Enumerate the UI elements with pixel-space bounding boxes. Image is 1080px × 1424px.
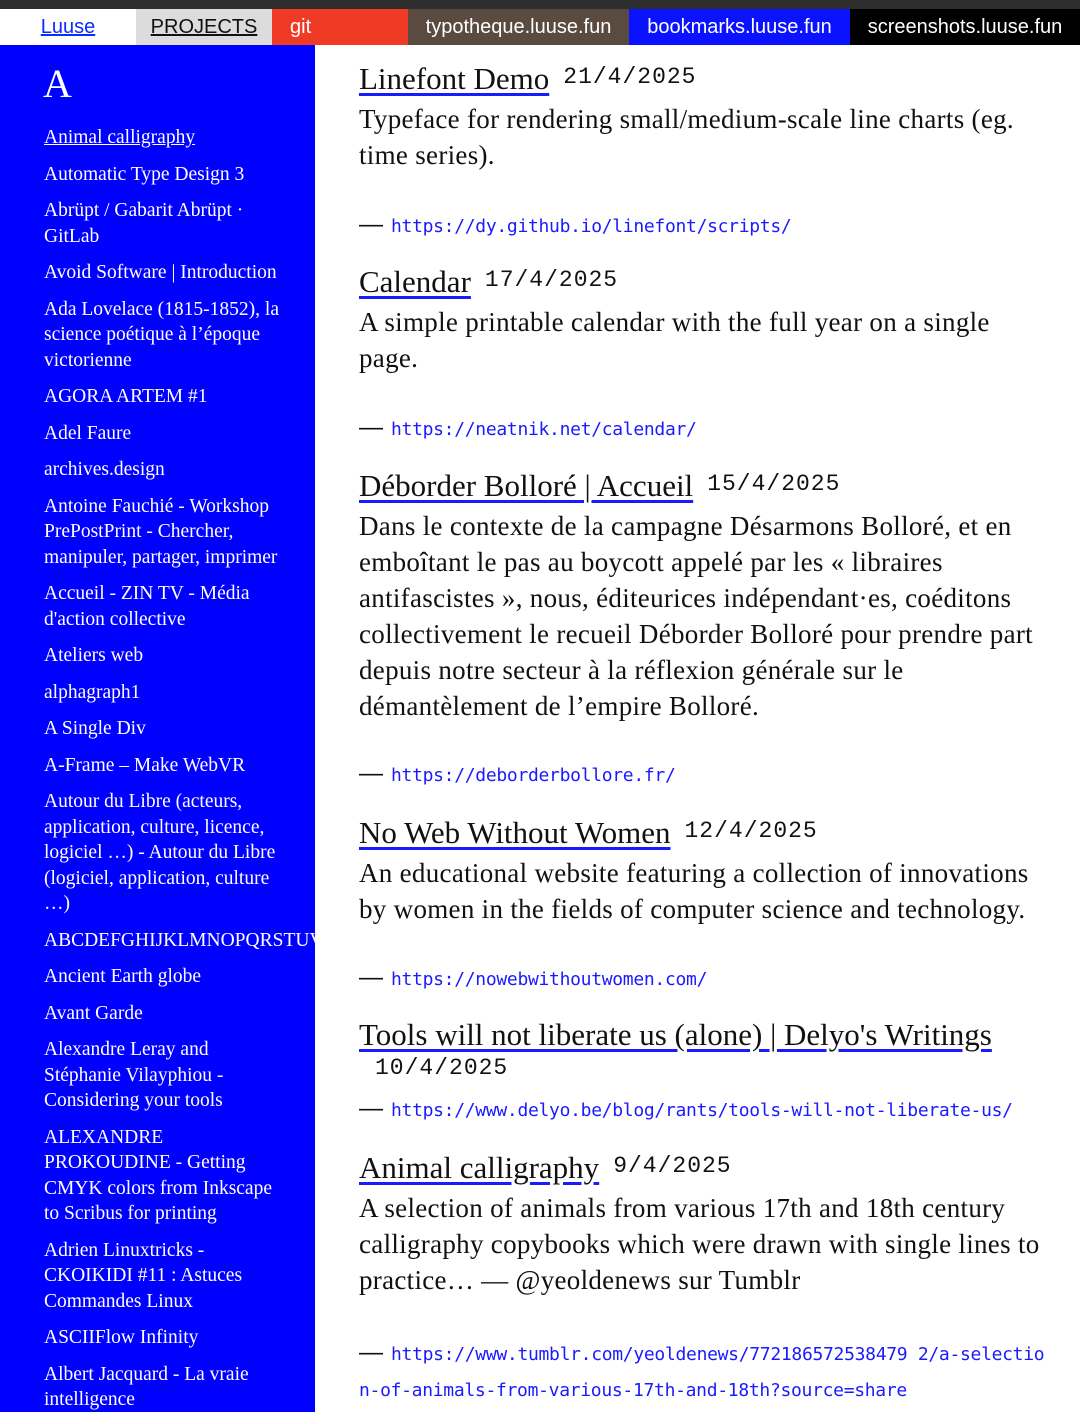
sidebar-letter-heading: A bbox=[43, 61, 72, 106]
nav-link-typotheque[interactable]: typotheque.luuse.fun bbox=[408, 9, 629, 45]
bookmark-url-row bbox=[359, 211, 791, 239]
bookmark-description: Typeface for rendering small/medium-scale line charts (eg. time series). bbox=[359, 104, 1014, 170]
url-dash: — bbox=[359, 1095, 383, 1122]
sidebar-item bbox=[44, 716, 284, 742]
sidebar-link[interactable]: ASCIIFlow Infinity bbox=[44, 1327, 199, 1348]
sidebar-link[interactable]: Avant Garde bbox=[44, 1002, 143, 1024]
sidebar-item bbox=[44, 753, 284, 779]
bookmark-url-link[interactable]: https://neatnik.net/calendar/ bbox=[391, 419, 697, 440]
sidebar-link[interactable]: Autour du Libre (acteurs, application, culture, licence, logiciel …) - Autour du Libre (logiciel, application, culture …) bbox=[44, 791, 276, 914]
bookmark-title-link[interactable]: Déborder Bolloré | Accueil bbox=[359, 468, 694, 503]
sidebar-item bbox=[44, 680, 284, 706]
sidebar-link[interactable]: Albert Jacquard - La vraie intelligence bbox=[44, 1363, 249, 1410]
bookmark-url-link[interactable]: https://dy.github.io/linefont/scripts/ bbox=[391, 216, 792, 237]
sidebar-link[interactable]: Accueil - ZIN TV - Média d'action collective bbox=[44, 583, 250, 630]
sidebar-item bbox=[44, 297, 284, 374]
sidebar-link[interactable]: archives.design bbox=[44, 459, 165, 480]
sidebar-link[interactable]: Adel Faure bbox=[44, 422, 132, 444]
bookmark-entry bbox=[359, 1150, 1049, 1298]
url-dash: — bbox=[359, 211, 383, 238]
sidebar-item bbox=[44, 1362, 284, 1413]
sidebar-link[interactable]: alphagraph1 bbox=[44, 681, 141, 703]
bookmark-url-link[interactable]: https://www.delyo.be/blog/rants/tools-will-not-liberate-us/ bbox=[391, 1100, 1013, 1121]
url-dash: — bbox=[359, 760, 383, 787]
bookmark-date: 10/4/2025 bbox=[375, 1055, 509, 1081]
bookmark-date: 21/4/2025 bbox=[563, 64, 697, 90]
bookmark-description: A simple printable calendar with the full year on a single page. bbox=[359, 307, 990, 373]
sidebar-item bbox=[44, 457, 284, 483]
sidebar-item bbox=[44, 581, 284, 632]
sidebar-item bbox=[44, 1125, 284, 1227]
sidebar-item bbox=[44, 260, 284, 286]
bookmark-description: A selection of animals from various 17th and 18th century calligraphy copybooks which were drawn with single lines to practice… — @yeoldenews sur Tumblr bbox=[359, 1193, 1040, 1295]
sidebar-item bbox=[44, 789, 284, 917]
bookmark-entry bbox=[359, 264, 1049, 376]
sidebar-item bbox=[44, 384, 284, 410]
sidebar-link[interactable]: Ancient Earth globe bbox=[44, 966, 202, 987]
sidebar-link[interactable]: ALEXANDRE PROKOUDINE - Getting CMYK colors from Inkscape to Scribus for printing bbox=[44, 1126, 272, 1224]
bookmark-url-link[interactable]: https://www.tumblr.com/yeoldenews/772186572538479 2/a-selection-of-animals-from-various-17th-and-18th?source=share bbox=[359, 1344, 1045, 1401]
bookmark-date: 17/4/2025 bbox=[484, 267, 619, 293]
sidebar-item bbox=[44, 162, 284, 188]
bookmark-entry bbox=[359, 468, 1049, 724]
bookmark-title-link[interactable]: Linefont Demo bbox=[359, 61, 550, 96]
sidebar-item bbox=[44, 928, 383, 954]
sidebar-link[interactable]: Automatic Type Design 3 bbox=[44, 163, 245, 185]
url-dash: — bbox=[359, 1339, 383, 1366]
sidebar-item bbox=[44, 198, 284, 249]
sidebar-link[interactable]: A-Frame – Make WebVR bbox=[44, 754, 246, 776]
bookmark-title-link[interactable]: Calendar bbox=[359, 264, 471, 299]
sidebar-link[interactable]: Ateliers web bbox=[44, 645, 144, 666]
sidebar-item bbox=[44, 494, 284, 571]
top-navigation bbox=[0, 9, 1080, 45]
sidebar-link[interactable]: A Single Div bbox=[44, 718, 146, 739]
sidebar-link[interactable]: AGORA ARTEM #1 bbox=[44, 386, 208, 407]
url-dash: — bbox=[359, 964, 383, 991]
sidebar-list bbox=[44, 125, 383, 1424]
bookmark-entry bbox=[359, 1017, 1049, 1081]
sidebar-link[interactable]: Antoine Fauchié - Workshop PrePostPrint - Chercher, manipuler, partager, imprimer bbox=[44, 495, 278, 568]
bookmark-title-link[interactable]: Tools will not liberate us (alone) | Delyo's Writings bbox=[359, 1017, 992, 1052]
bookmark-url-row bbox=[359, 964, 707, 992]
bookmark-description: Dans le contexte de la campagne Désarmons Bolloré, et en emboîtant le pas au boycott appelé par les « libraires antifascistes », nous, éditeurices indépendant·es, coéditons collectivement le recueil Déborder Bolloré pour prendre part depuis notre secteur à la réflexion générale sur le démantèlement de l’empire Bolloré. bbox=[359, 511, 1033, 721]
sidebar-link[interactable]: Ada Lovelace (1815-1852), la science poétique à l’époque victorienne bbox=[44, 298, 279, 371]
nav-link-projects[interactable]: PROJECTS bbox=[136, 9, 272, 45]
sidebar-index bbox=[0, 45, 383, 1412]
bookmark-url-row bbox=[359, 760, 676, 788]
bookmark-url-row bbox=[359, 1335, 1049, 1409]
sidebar-link[interactable]: Animal calligraphy bbox=[44, 127, 196, 148]
nav-link-screenshots[interactable]: screenshots.luuse.fun bbox=[850, 9, 1080, 45]
bookmark-date: 15/4/2025 bbox=[707, 471, 841, 497]
sidebar-item bbox=[44, 643, 284, 669]
sidebar-item bbox=[44, 1001, 284, 1027]
nav-link-luuse[interactable]: Luuse bbox=[0, 9, 136, 45]
bookmark-title-link[interactable]: Animal calligraphy bbox=[359, 1150, 600, 1185]
bookmark-entry bbox=[359, 815, 1049, 927]
bookmark-url-row bbox=[359, 1095, 1013, 1123]
sidebar-item bbox=[44, 1037, 284, 1114]
bookmark-description: An educational website featuring a collection of innovations by women in the fields of computer science and technology. bbox=[359, 858, 1029, 924]
bookmark-url-link[interactable]: https://deborderbollore.fr/ bbox=[391, 765, 676, 786]
bookmark-title-link[interactable]: No Web Without Women bbox=[359, 815, 671, 850]
sidebar-link[interactable]: Avoid Software | Introduction bbox=[44, 262, 277, 283]
top-border-bar bbox=[0, 0, 1080, 9]
bookmark-url-link[interactable]: https://nowebwithoutwomen.com/ bbox=[391, 969, 708, 990]
sidebar-item bbox=[44, 421, 284, 447]
sidebar-link[interactable]: Alexandre Leray and Stéphanie Vilayphiou - Considering your tools bbox=[44, 1039, 224, 1111]
sidebar-link[interactable]: Adrien Linuxtricks - CKOIKIDI #11 : Astuces Commandes Linux bbox=[44, 1239, 243, 1312]
bookmark-date: 9/4/2025 bbox=[613, 1153, 732, 1179]
nav-link-bookmarks[interactable]: bookmarks.luuse.fun bbox=[629, 9, 850, 45]
sidebar-link[interactable]: Abrüpt / Gabarit Abrüpt · GitLab bbox=[44, 200, 244, 247]
sidebar-item bbox=[44, 964, 284, 990]
sidebar-link[interactable]: ABCDEFGHIJKLMNOPQRSTUVWXYZ bbox=[44, 929, 383, 951]
nav-link-git[interactable]: git bbox=[272, 9, 408, 45]
bookmark-url-row bbox=[359, 414, 697, 442]
sidebar-item bbox=[44, 1325, 284, 1351]
bookmark-date: 12/4/2025 bbox=[684, 818, 818, 844]
bookmark-entry bbox=[359, 61, 1049, 173]
sidebar-item bbox=[44, 125, 284, 151]
url-dash: — bbox=[359, 414, 383, 441]
sidebar-item bbox=[44, 1238, 284, 1315]
